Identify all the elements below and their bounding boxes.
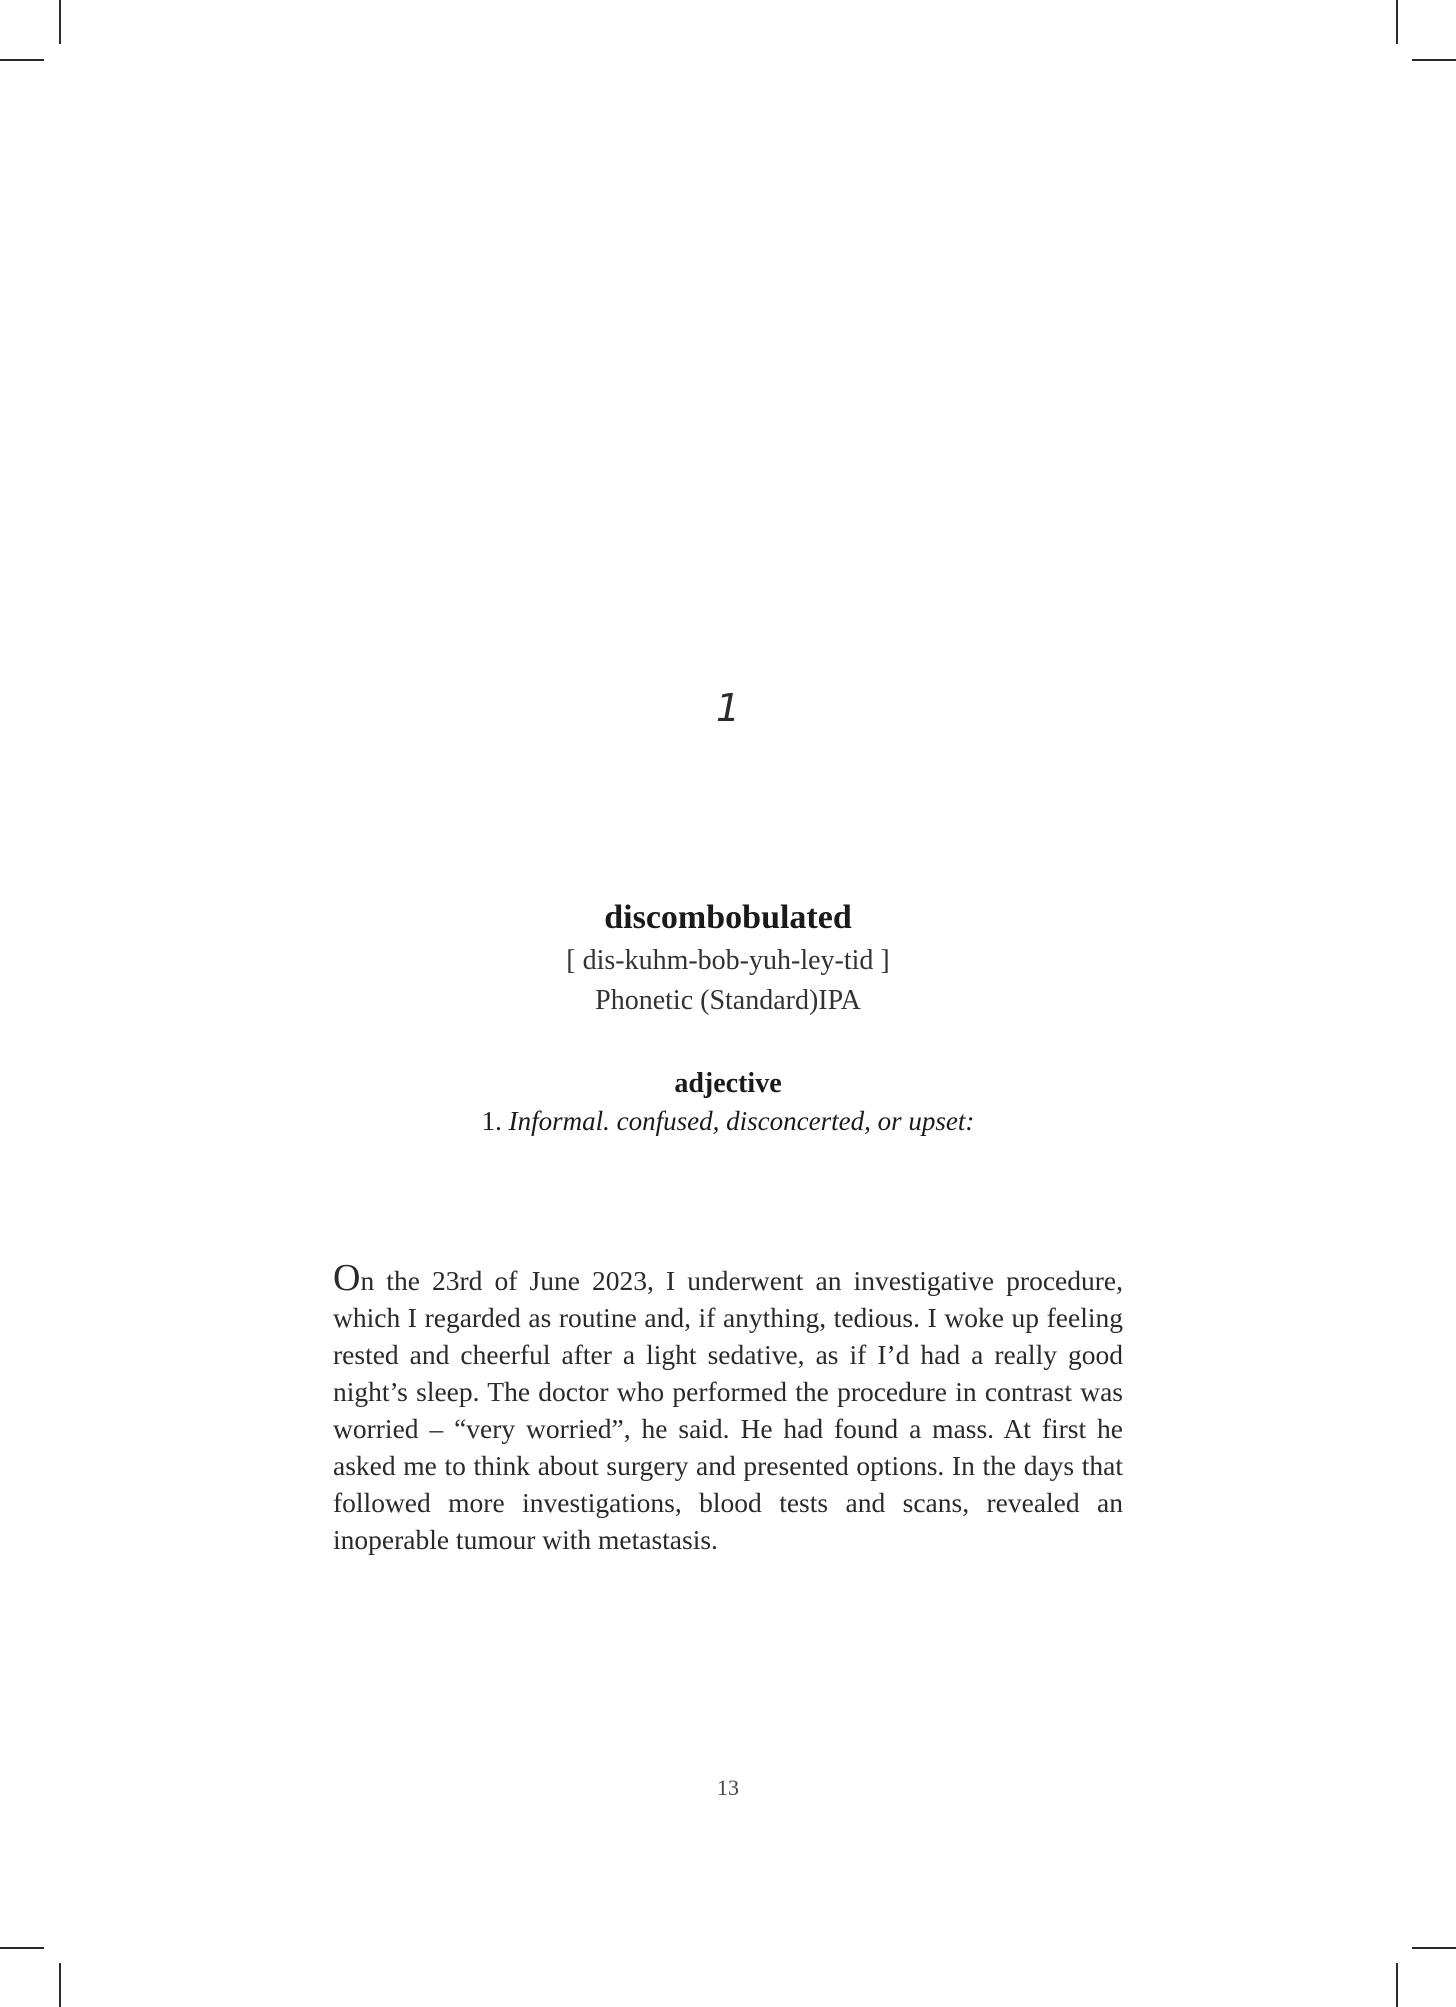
paragraph-text: n the 23rd of June 2023, I underwent an investigative procedure, which I regarded as routine and, if anything, tedious. I woke up feeling rested and cheerful after a light sedative, as if I’d had a really good night’s sleep. The doctor who performed the procedure in contrast was worried – “very worried”, he said. He had found a mass. At first he asked me to think about surgery and presented options. In the days that followed more investigations, blood tests and scans, revealed an inoperable tumour with metastasis. — [333, 1265, 1123, 1555]
crop-mark-top-left-vertical — [59, 0, 61, 44]
definition-headword: discombobulated — [604, 899, 852, 936]
sense-text: Informal. confused, disconcerted, or upset: — [508, 1106, 975, 1136]
crop-mark-bottom-left-vertical — [59, 1963, 61, 2007]
sense-number: 1. — [481, 1106, 502, 1136]
part-of-speech: adjective — [674, 1068, 782, 1099]
chapter-number: 1 — [715, 686, 741, 730]
dropcap-letter: O — [333, 1257, 361, 1299]
crop-mark-top-right-vertical — [1396, 0, 1398, 44]
crop-mark-top-left-horizontal — [0, 59, 44, 61]
definition-sense — [0, 1103, 1456, 1139]
crop-mark-bottom-left-horizontal — [0, 1947, 44, 1949]
body-paragraph — [333, 1257, 1123, 1558]
page-number: 13 — [717, 1775, 739, 1800]
crop-mark-top-right-horizontal — [1412, 59, 1456, 61]
crop-mark-bottom-right-horizontal — [1412, 1947, 1456, 1949]
definition-pronunciation: [ dis-kuhm-bob-yuh-ley-tid ] — [566, 945, 890, 976]
dictionary-definition — [0, 895, 1456, 1139]
crop-mark-bottom-right-vertical — [1396, 1963, 1398, 2007]
pronunciation-label: Phonetic (Standard)IPA — [595, 985, 861, 1016]
